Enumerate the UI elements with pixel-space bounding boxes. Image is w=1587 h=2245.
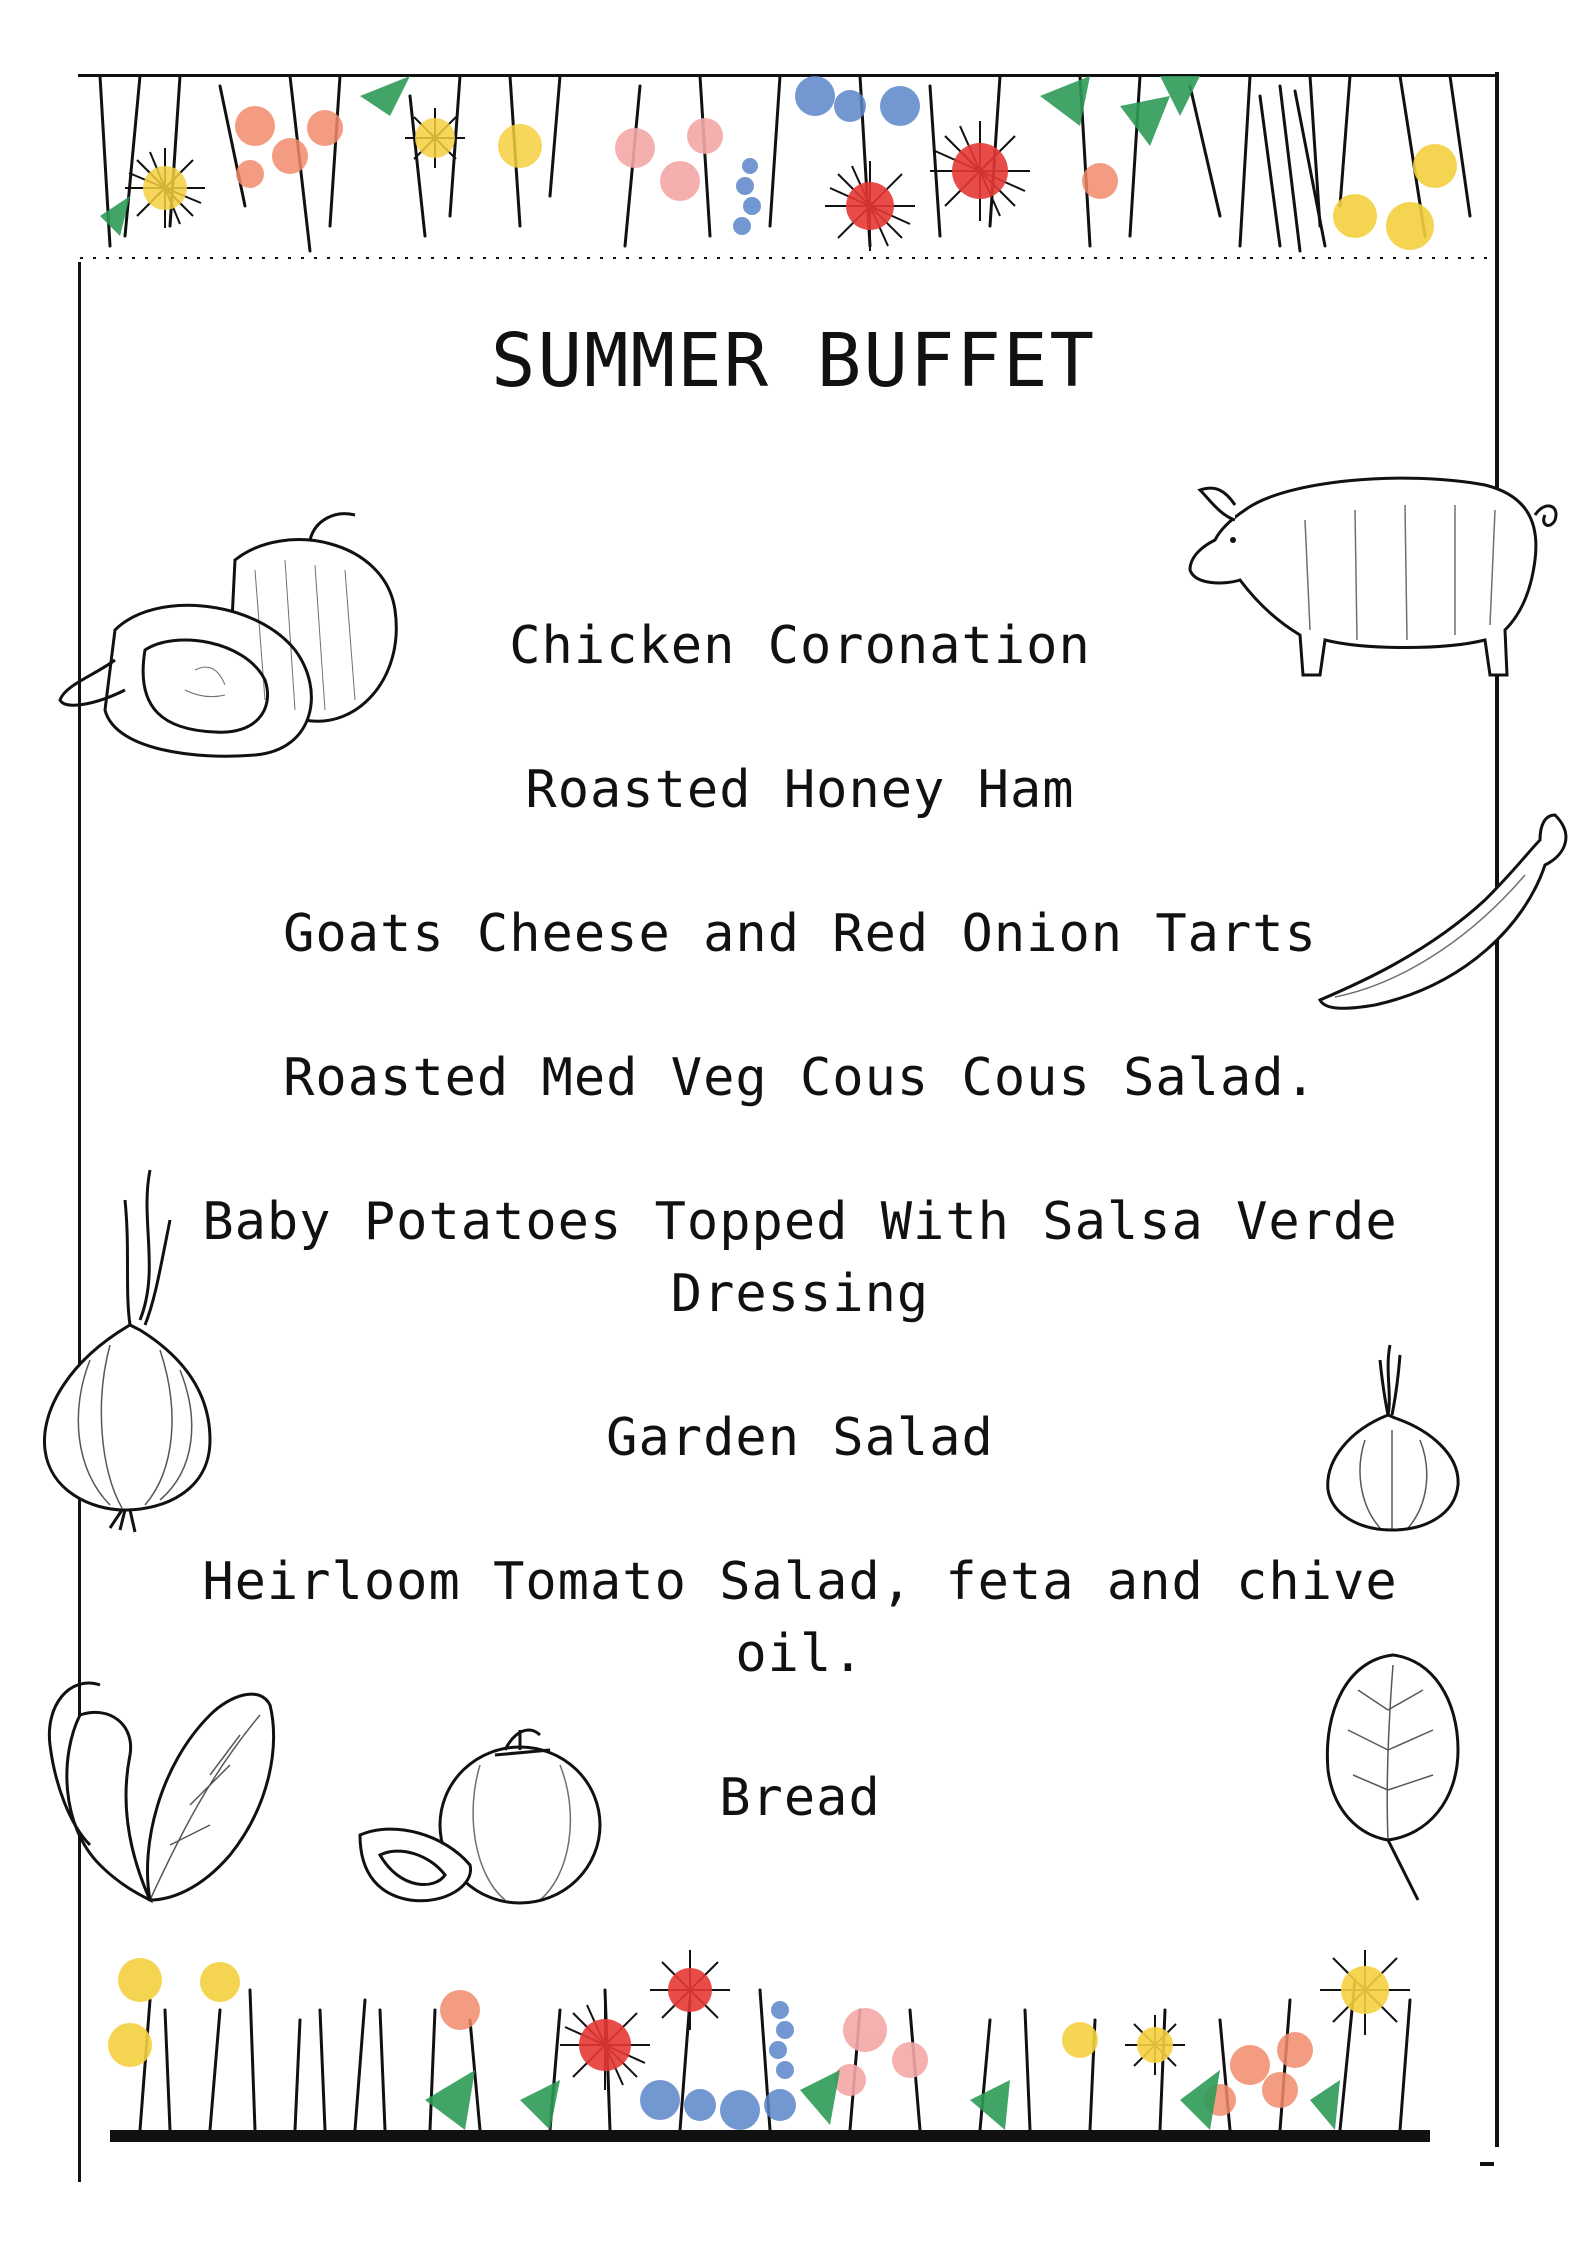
- menu-item-heirloom-tomato-salad: Heirloom Tomato Salad, feta and chive oil.: [202, 1552, 1398, 1684]
- menu-title: SUMMER BUFFET: [490, 318, 1097, 404]
- menu-item-bread: Bread: [719, 1768, 881, 1828]
- garlic-icon: [1320, 1340, 1465, 1535]
- wildflower-border-icon: [80, 76, 1495, 264]
- pig-icon: [1185, 460, 1575, 685]
- wildflower-border-icon: [80, 1950, 1495, 2150]
- bell-pepper-icon: [55, 510, 405, 770]
- onion-icon: [30, 1160, 220, 1540]
- menu-item-garden-salad: Garden Salad: [606, 1408, 994, 1468]
- lettuce-icon: [40, 1655, 280, 1905]
- menu-item-cous-cous-salad: Roasted Med Veg Cous Cous Salad.: [283, 1048, 1317, 1108]
- menu-item-roasted-honey-ham: Roasted Honey Ham: [525, 760, 1075, 820]
- spinach-leaf-icon: [1318, 1650, 1468, 1905]
- menu-list: [200, 610, 1400, 1906]
- tomato-icon: [355, 1725, 605, 1910]
- frame-corner-mark: [1480, 2162, 1494, 2166]
- bottom-wildflower-banner: [80, 1950, 1495, 2150]
- menu-item-baby-potatoes: Baby Potatoes Topped With Salsa Verde Dressing: [202, 1192, 1398, 1324]
- menu-item-goats-cheese-tarts: Goats Cheese and Red Onion Tarts: [283, 904, 1317, 964]
- menu-item-chicken-coronation: Chicken Coronation: [509, 616, 1091, 676]
- top-wildflower-banner: [80, 76, 1495, 264]
- chili-pepper-icon: [1315, 805, 1575, 1020]
